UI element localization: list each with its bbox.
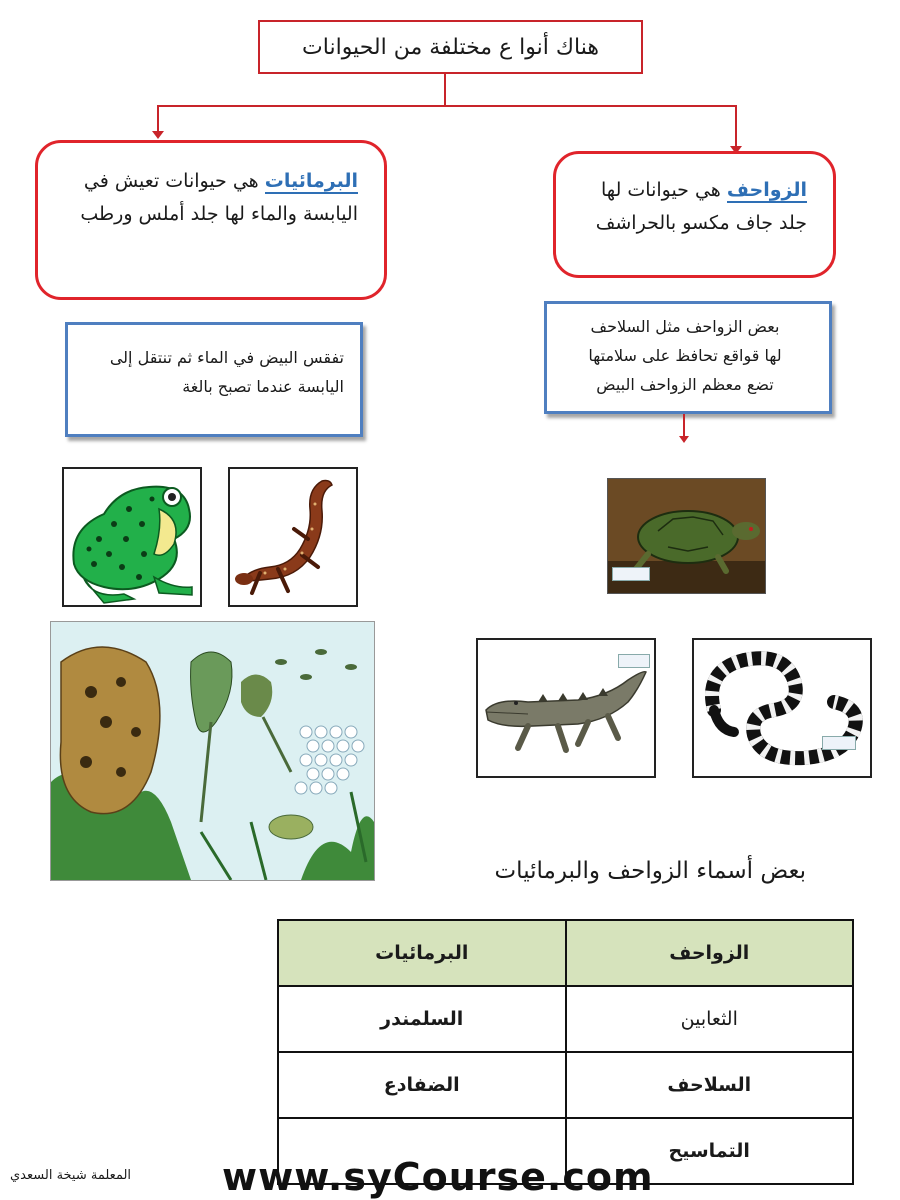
reptiles-definition-box (553, 151, 836, 278)
table-header-reptiles: الزواحف (566, 920, 854, 986)
amphibians-note-text: تفقس البيض في الماء ثم تنتقل إلى اليابسة عندما تصبح بالغة (109, 348, 344, 396)
main-title-box (258, 20, 643, 74)
table-caption: بعض أسماء الزواحف والبرمائيات (494, 858, 806, 884)
animal-names-table (277, 919, 854, 1185)
table-row (278, 1052, 853, 1118)
website-url: www.syCourse.com (222, 1155, 654, 1199)
amphibians-definition-box (35, 140, 387, 300)
salamander-icon (230, 469, 356, 605)
table-cell: الثعابين (566, 986, 854, 1052)
crocodile-label-tag (618, 654, 650, 668)
connector-horizontal (157, 105, 737, 107)
reptiles-definition: هي حيوانات لها جلد جاف مكسو بالحراشف (595, 179, 807, 234)
table-cell: التماسيح (566, 1118, 854, 1184)
connector-right-down (735, 105, 737, 151)
crocodile-picture (476, 638, 656, 778)
table-cell: السلاحف (566, 1052, 854, 1118)
frog-icon (64, 469, 200, 605)
amphibians-note-box (65, 322, 363, 437)
connector-vertical-top (444, 74, 446, 106)
connector-reptiles-note (683, 414, 685, 438)
main-title: هناك أنوا ع مختلفة من الحيوانات (302, 34, 599, 60)
arrow-down-icon (679, 436, 689, 443)
reptiles-term: الزواحف (726, 179, 807, 201)
turtle-picture (607, 478, 766, 594)
amphibians-definition: هي حيوانات تعيش في اليابسة والماء لها جلد أملس ورطب (80, 170, 358, 225)
table-cell: السلمندر (278, 986, 566, 1052)
table-row (278, 986, 853, 1052)
frog-lifecycle-picture (50, 621, 375, 881)
frog-lifecycle-illustration (51, 622, 374, 880)
table-header-row (278, 920, 853, 986)
table-header-amphibians: البرمائيات (278, 920, 566, 986)
snake-label-tag (822, 736, 856, 750)
snake-picture (692, 638, 872, 778)
salamander-picture (228, 467, 358, 607)
reptiles-note-line: لها قواقع تحافظ على سلامتها (588, 346, 782, 365)
arrow-down-icon (152, 131, 164, 139)
amphibians-term: البرمائيات (264, 170, 358, 192)
teacher-name: المعلمة شيخة السعدي (10, 1168, 132, 1183)
reptiles-note-line: تضع معظم الزواحف البيض (596, 375, 774, 394)
snake-icon (694, 640, 870, 776)
frog-picture (62, 467, 202, 607)
table-cell: الضفادع (278, 1052, 566, 1118)
turtle-label-tag (612, 567, 650, 581)
reptiles-note-box (544, 301, 832, 414)
reptiles-note-line: بعض الزواحف مثل السلاحف (590, 317, 780, 336)
